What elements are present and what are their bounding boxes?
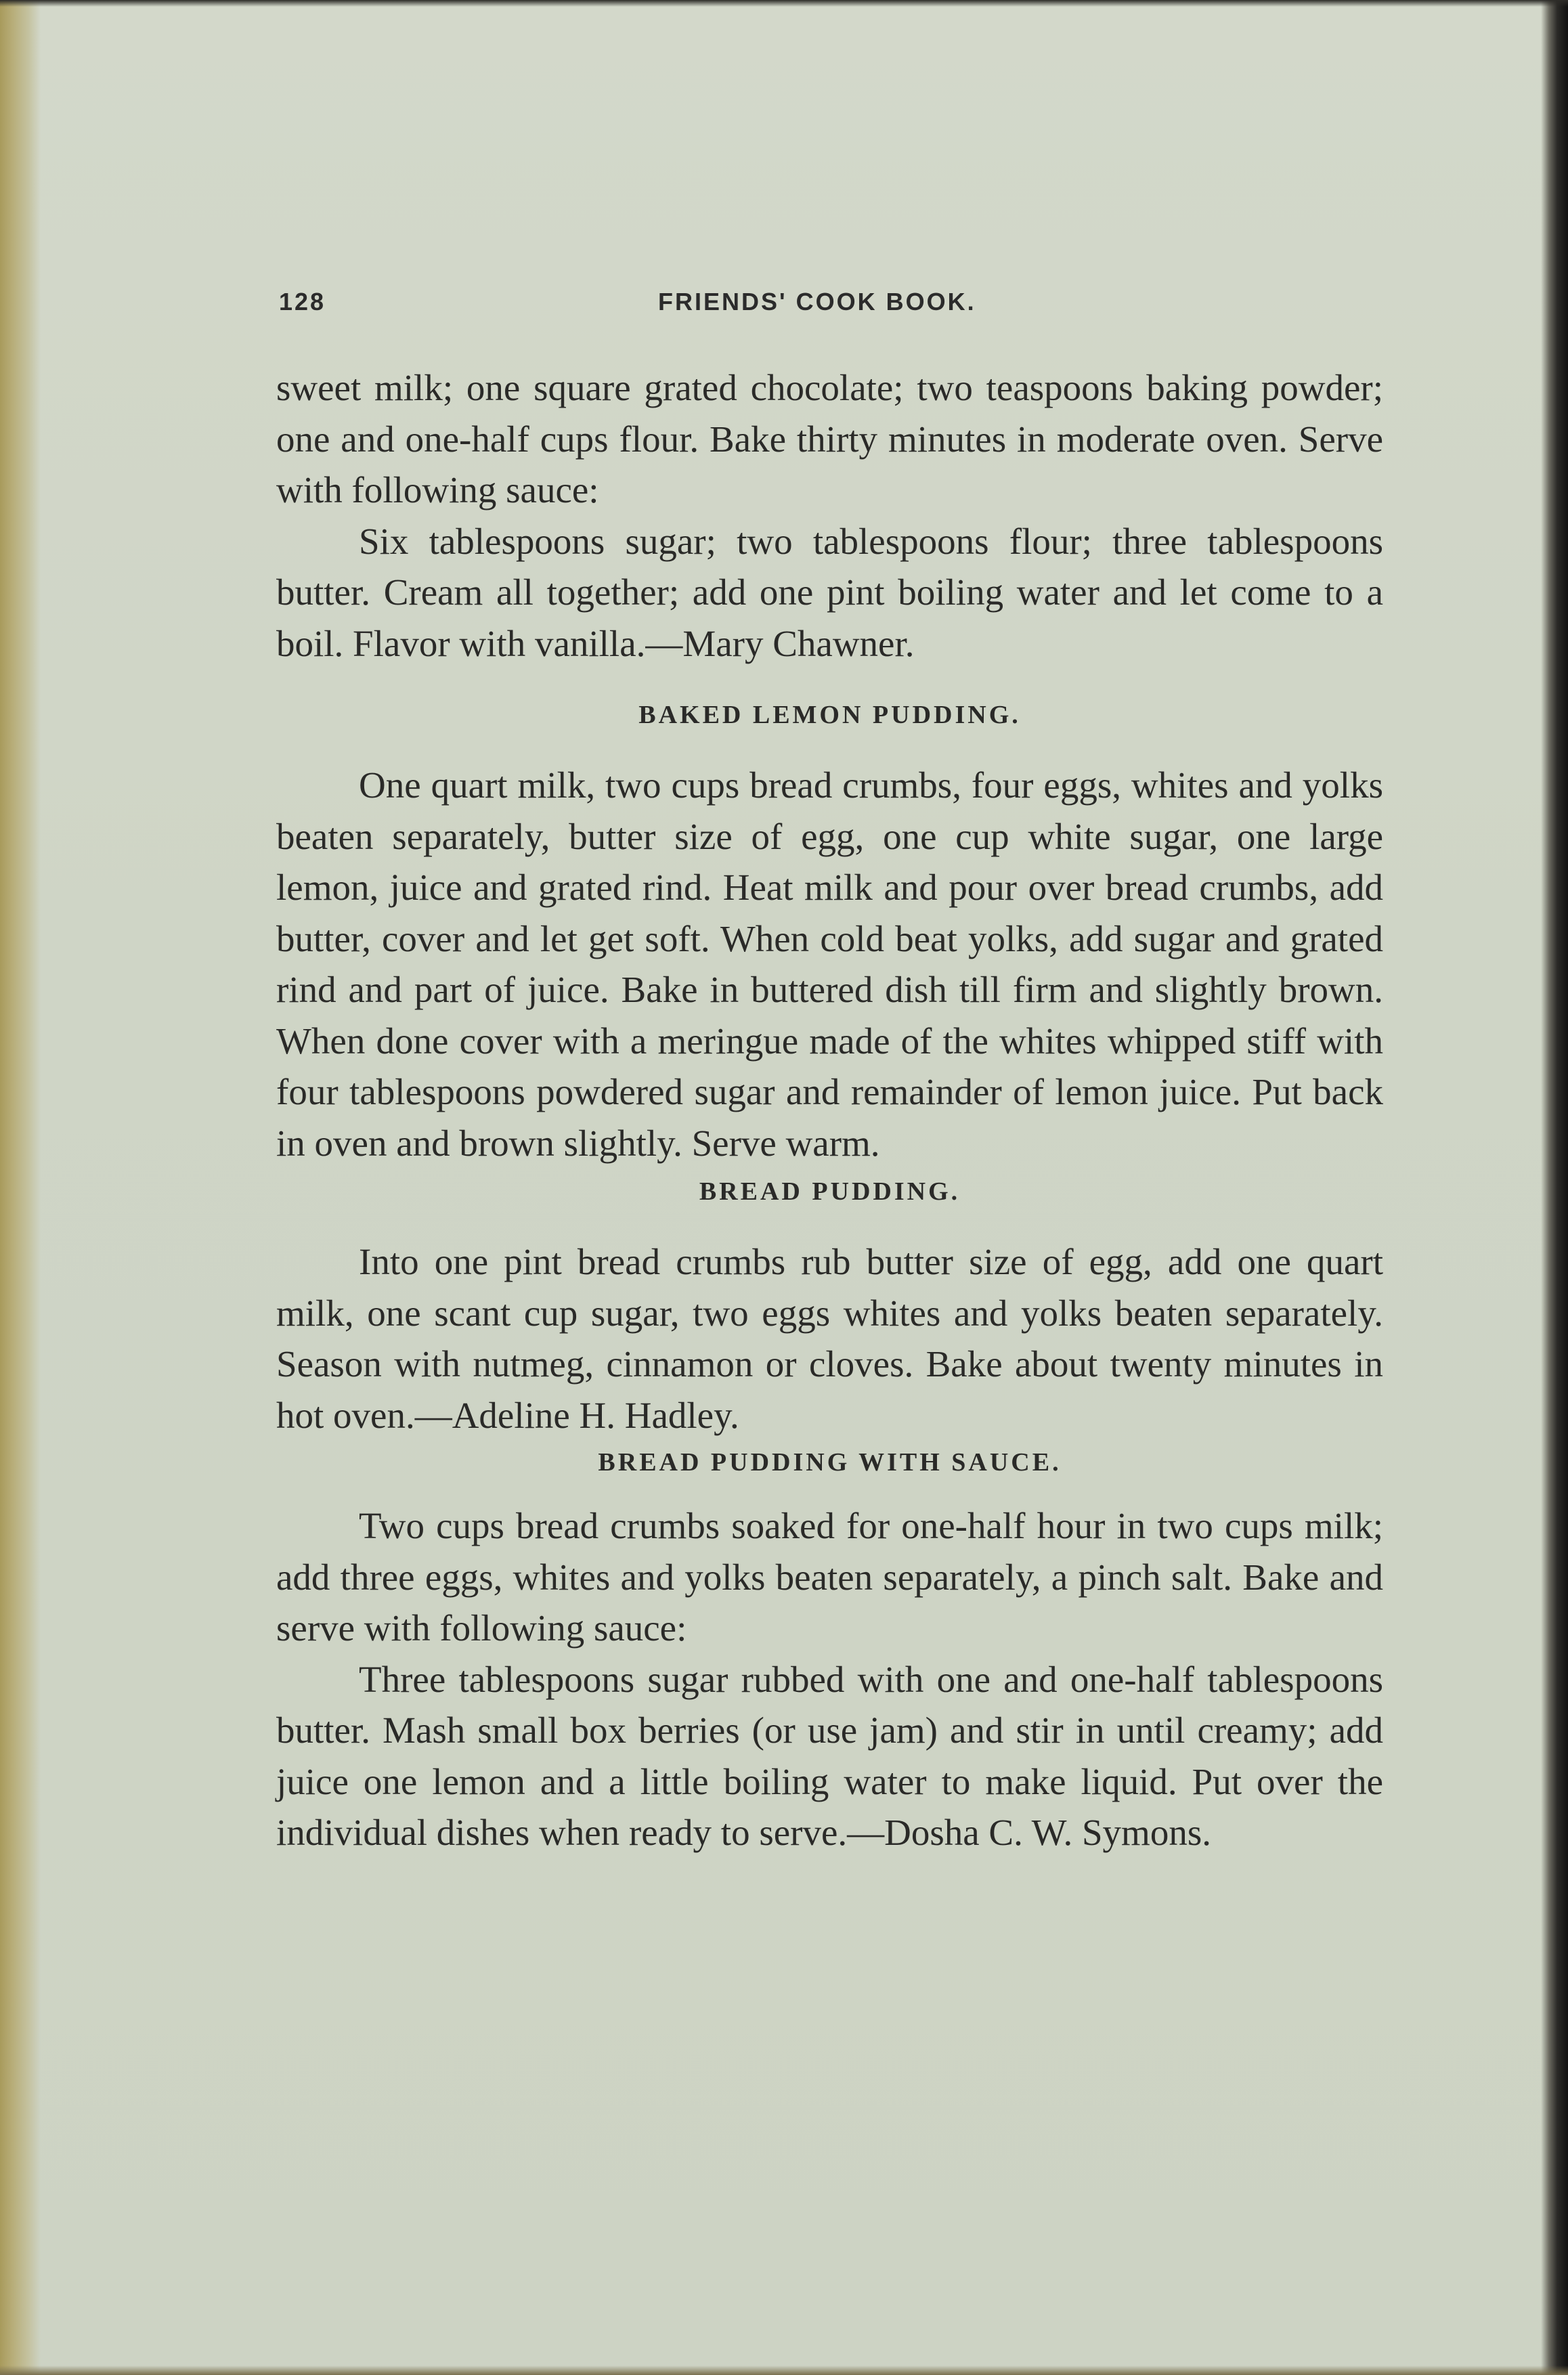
page-number: 128 xyxy=(279,288,326,315)
recipe-continued-paragraph: Six tablespoons sugar; two tablespoons flour; three tablespoons butter. Cream all together; add one pint boiling water and let come to a boil. Flavor with vanilla.—Mary Chawner. xyxy=(276,520,1383,664)
page-header xyxy=(279,288,1010,328)
running-head: FRIENDS' COOK BOOK. xyxy=(658,288,976,315)
recipe-title-bread-pudding-with-sauce: BREAD PUDDING WITH SAUCE. xyxy=(598,1448,1062,1477)
binding-right-edge xyxy=(1541,0,1568,2375)
recipe-paragraph: Three tablespoons sugar rubbed with one and one-half tablespoons butter. Mash small box berries (or use jam) and stir in until creamy; add juice one lemon and a little boiling water to make liquid. Put over the individual dishes when ready to serve.—Dosha C. W. Symons. xyxy=(276,1658,1383,1853)
recipe-paragraph: One quart milk, two cups bread crumbs, four eggs, whites and yolks beaten separately, butter size of egg, one cup white sugar, one large lemon, juice and grated rind. Heat milk and pour over bread crumbs, add butter, cover and let get soft. When cold beat yolks, add sugar and grated rind and part of juice. Bake in buttered dish till firm and slightly brown. When done cover with a meringue made of the whites whipped stiff with four tablespoons powdered sugar and remainder of lemon juice. Put back in oven and brown slightly. Serve warm. xyxy=(276,764,1383,1164)
page-body xyxy=(276,362,1383,1858)
recipe-paragraph: Two cups bread crumbs soaked for one-half hour in two cups milk; add three eggs, whites and yolks beaten separately, a pinch salt. Bake and serve with following sauce: xyxy=(276,1505,1383,1649)
binding-left-edge xyxy=(0,0,41,2375)
page-bottom-edge xyxy=(0,2366,1568,2375)
recipe-title-baked-lemon-pudding: BAKED LEMON PUDDING. xyxy=(638,701,1021,729)
page-top-edge xyxy=(0,0,1568,7)
recipe-title-bread-pudding: BREAD PUDDING. xyxy=(699,1177,961,1206)
recipe-continued-paragraph: sweet milk; one square grated chocolate; two teaspoons baking powder; one and one-half cups flour. Bake thirty minutes in moderate oven. Serve with following sauce: xyxy=(276,367,1383,510)
recipe-paragraph: Into one pint bread crumbs rub butter size of egg, add one quart milk, one scant cup sugar, two eggs whites and yolks beaten separately. Season with nutmeg, cinnamon or cloves. Bake about twenty minutes in hot oven.—Adeline H. Hadley. xyxy=(276,1241,1383,1436)
